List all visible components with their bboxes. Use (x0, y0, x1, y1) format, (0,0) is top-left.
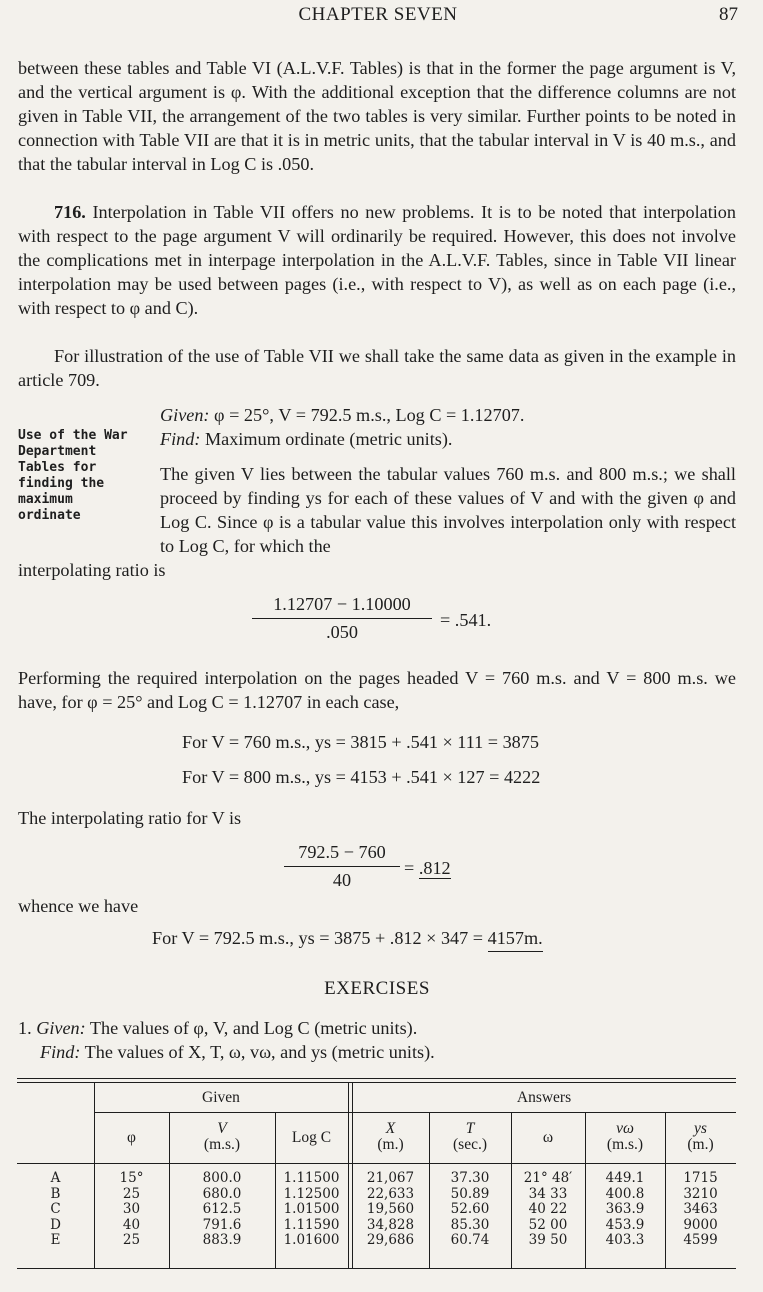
table-cell: 883.9 (202, 1232, 242, 1248)
table-cell: 449.1 (605, 1170, 645, 1186)
page-number: 87 (719, 4, 738, 25)
table-cell: 15° (119, 1170, 144, 1186)
table-cell: 19,560 (366, 1201, 415, 1217)
table-cell: 25 (122, 1185, 141, 1202)
table-cell: 4599 (683, 1232, 718, 1248)
article-number: 716. (54, 202, 86, 222)
row-label: E (50, 1232, 61, 1248)
table-cell: 9000 (683, 1216, 718, 1233)
exercise-find-label: Find: (40, 1042, 81, 1062)
fraction-bar (284, 866, 400, 867)
paragraph-1: between these tables and Table VI (A.L.V.F. Tables) is that in the former the page argument is V, and the vertical argument is φ. With the additional exception that the difference columns are not given in Table VII, the arrangement of the two tables is very similar. Further points to be noted in connection with Table VII are that it is in metric units, that the tabular interval in V is 40 m.s., and that the tabular interval in Log C is .050. (18, 58, 736, 174)
col-header-vw (585, 1121, 665, 1153)
x-column (352, 1171, 429, 1249)
table-cell: 800.0 (202, 1170, 242, 1186)
v-column (169, 1171, 275, 1249)
table-cell: 39 50 (528, 1232, 568, 1248)
row-label: D (50, 1216, 61, 1233)
table-cell: 52.60 (450, 1201, 490, 1217)
col-header-logc: Log C (291, 1129, 332, 1146)
table-cell: 21° 48′ (523, 1170, 573, 1186)
vw-column (585, 1171, 665, 1249)
example-given (160, 403, 736, 427)
answers-table (17, 1078, 736, 1270)
equation-v760: For V = 760 m.s., ys = 3815 + .541 × 111 = 3875 (182, 732, 539, 752)
example-body-continued: interpolating ratio is (18, 560, 166, 580)
given-text: φ = 25°, V = 792.5 m.s., Log C = 1.12707. (209, 405, 525, 425)
exercise-1-given (18, 1016, 417, 1040)
col-header-omega: ω (542, 1129, 554, 1146)
margin-note-line: maximum (18, 492, 73, 507)
fraction-v-equals: = (404, 858, 419, 878)
table-cell: 85.30 (450, 1216, 490, 1233)
col-header-ys-symbol: ys (694, 1120, 707, 1137)
table-cell: 34 33 (528, 1185, 568, 1202)
table-cell: 1715 (683, 1170, 718, 1186)
col-header-x-symbol: X (385, 1120, 396, 1137)
table-cell: 363.9 (605, 1201, 645, 1217)
fraction-denominator: .050 (326, 622, 358, 642)
example-body: The given V lies between the tabular values 760 m.s. and 800 m.s.; we shall proceed by finding ys for each of these values of V and with the given φ and Log C. Since φ is a tabular value this involves interpolation only with respect to Log C, for which the (160, 464, 736, 556)
col-header-t-symbol: T (465, 1120, 475, 1137)
exercise-find-text: The values of X, T, ω, vω, and ys (metric units). (80, 1042, 435, 1062)
col-header-vw-symbol: vω (616, 1120, 634, 1137)
given-label: Given: (160, 405, 210, 425)
col-header-t (429, 1121, 511, 1153)
fraction-v-value: .812 (418, 858, 451, 878)
logc-column (275, 1171, 348, 1249)
fraction-log-c-result: = .541. (440, 610, 492, 630)
table-cell: 22,633 (366, 1185, 415, 1202)
exercise-number: 1. (18, 1018, 32, 1038)
table-cell: 40 (122, 1216, 141, 1233)
col-header-t-unit: (sec.) (453, 1136, 487, 1153)
fraction-numerator: 1.12707 − 1.10000 (273, 594, 411, 614)
example-find (160, 427, 736, 451)
table-cell: 40 22 (528, 1201, 568, 1217)
margin-note-line: Department (18, 444, 97, 459)
table-cell: 791.6 (202, 1216, 242, 1233)
table-rule (17, 1078, 736, 1079)
phi-column (94, 1171, 169, 1249)
table-rule (17, 1082, 736, 1083)
table-cell: 403.3 (605, 1232, 645, 1248)
table-cell: 25 (122, 1232, 141, 1248)
col-header-x (352, 1121, 429, 1153)
equation-v800: For V = 800 m.s., ys = 4153 + .541 × 127 = 4222 (182, 767, 541, 787)
paragraph-716 (18, 200, 736, 320)
paragraph-716-text: Interpolation in Table VII offers no new problems. It is to be noted that interpolation with respect to the page argument V will ordinarily be required. However, this does not involve the complications met in interpage interpolation in the A.L.V.F. Tables, since in Table VII linear interpolation may be used between pages (i.e., with respect to V), as well as on each page (i.e., with respect to φ and C). (18, 202, 736, 318)
margin-note (18, 428, 158, 524)
row-label: B (50, 1185, 61, 1202)
paragraph-3: For illustration of the use of Table VII we shall take the same data as given in the example in article 709. (18, 346, 736, 390)
col-header-vw-unit: (m.s.) (606, 1136, 644, 1153)
row-label: A (50, 1170, 61, 1186)
paragraph-5: The interpolating ratio for V is (18, 808, 242, 828)
table-cell: 29,686 (366, 1232, 415, 1248)
table-cell: 34,828 (366, 1216, 415, 1233)
group-header-given: Given (202, 1089, 240, 1106)
row-label: C (50, 1201, 61, 1217)
col-header-x-unit: (m.) (377, 1136, 404, 1153)
table-cell: 1.11590 (283, 1216, 340, 1233)
fraction-denominator: 40 (332, 870, 352, 890)
paragraph-4: Performing the required interpolation on the pages headed V = 760 m.s. and V = 800 m.s. we have, for φ = 25° and Log C = 1.12707 in each case, (18, 668, 736, 712)
col-header-v (169, 1121, 275, 1153)
col-header-phi: φ (127, 1129, 136, 1146)
fraction-v-result (404, 858, 451, 879)
paragraph-6: whence we have (18, 896, 139, 916)
margin-note-line: Use of the War (18, 428, 128, 443)
table-cell: 680.0 (202, 1185, 242, 1202)
exercise-given-text: The values of φ, V, and Log C (metric units). (85, 1018, 418, 1038)
find-text: Maximum ordinate (metric units). (200, 429, 453, 449)
col-header-ys (665, 1121, 736, 1153)
final-equation (152, 926, 543, 950)
table-cell: 60.74 (450, 1232, 490, 1248)
table-cell: 37.30 (450, 1170, 490, 1186)
page-header (18, 4, 738, 30)
table-cell: 1.12500 (283, 1185, 340, 1202)
t-column (429, 1171, 511, 1249)
margin-note-line: ordinate (18, 508, 81, 523)
table-cell: 30 (122, 1201, 141, 1217)
table-cell: 453.9 (605, 1216, 645, 1233)
chapter-title: CHAPTER SEVEN (298, 4, 458, 25)
fraction-bar (252, 618, 432, 619)
exercises-heading: EXERCISES (324, 978, 430, 999)
find-label: Find: (160, 429, 201, 449)
col-header-ys-unit: (m.) (687, 1136, 714, 1153)
final-equation-result: 4157m. (488, 928, 543, 952)
margin-note-line: Tables for (18, 460, 97, 475)
table-cell: 50.89 (450, 1185, 490, 1202)
row-labels-column (17, 1171, 94, 1249)
table-divider (348, 1082, 349, 1268)
exercise-given-label: Given: (36, 1018, 86, 1038)
margin-note-line: finding the (18, 476, 105, 491)
table-cell: 52 00 (528, 1216, 568, 1233)
exercise-1-find (40, 1040, 435, 1064)
col-header-v-unit: (m.s.) (203, 1136, 241, 1153)
table-rule (94, 1112, 736, 1113)
omega-column (511, 1171, 585, 1249)
table-cell: 612.5 (202, 1201, 242, 1217)
fraction-v (284, 842, 400, 891)
group-header-answers: Answers (516, 1089, 572, 1106)
table-rule (17, 1163, 736, 1164)
table-cell: 400.8 (605, 1185, 645, 1202)
ys-column (665, 1171, 736, 1249)
final-equation-text: For V = 792.5 m.s., ys = 3875 + .812 × 347 = (152, 928, 488, 948)
col-header-v-symbol: V (217, 1120, 227, 1137)
fraction-log-c (252, 594, 432, 643)
table-cell: 1.01500 (283, 1201, 340, 1217)
table-cell: 1.01600 (283, 1232, 340, 1248)
table-cell: 3463 (683, 1201, 718, 1217)
table-cell: 21,067 (366, 1170, 415, 1186)
fraction-numerator: 792.5 − 760 (298, 842, 386, 862)
table-rule (17, 1268, 736, 1269)
table-cell: 1.11500 (283, 1170, 340, 1186)
table-cell: 3210 (683, 1185, 718, 1202)
